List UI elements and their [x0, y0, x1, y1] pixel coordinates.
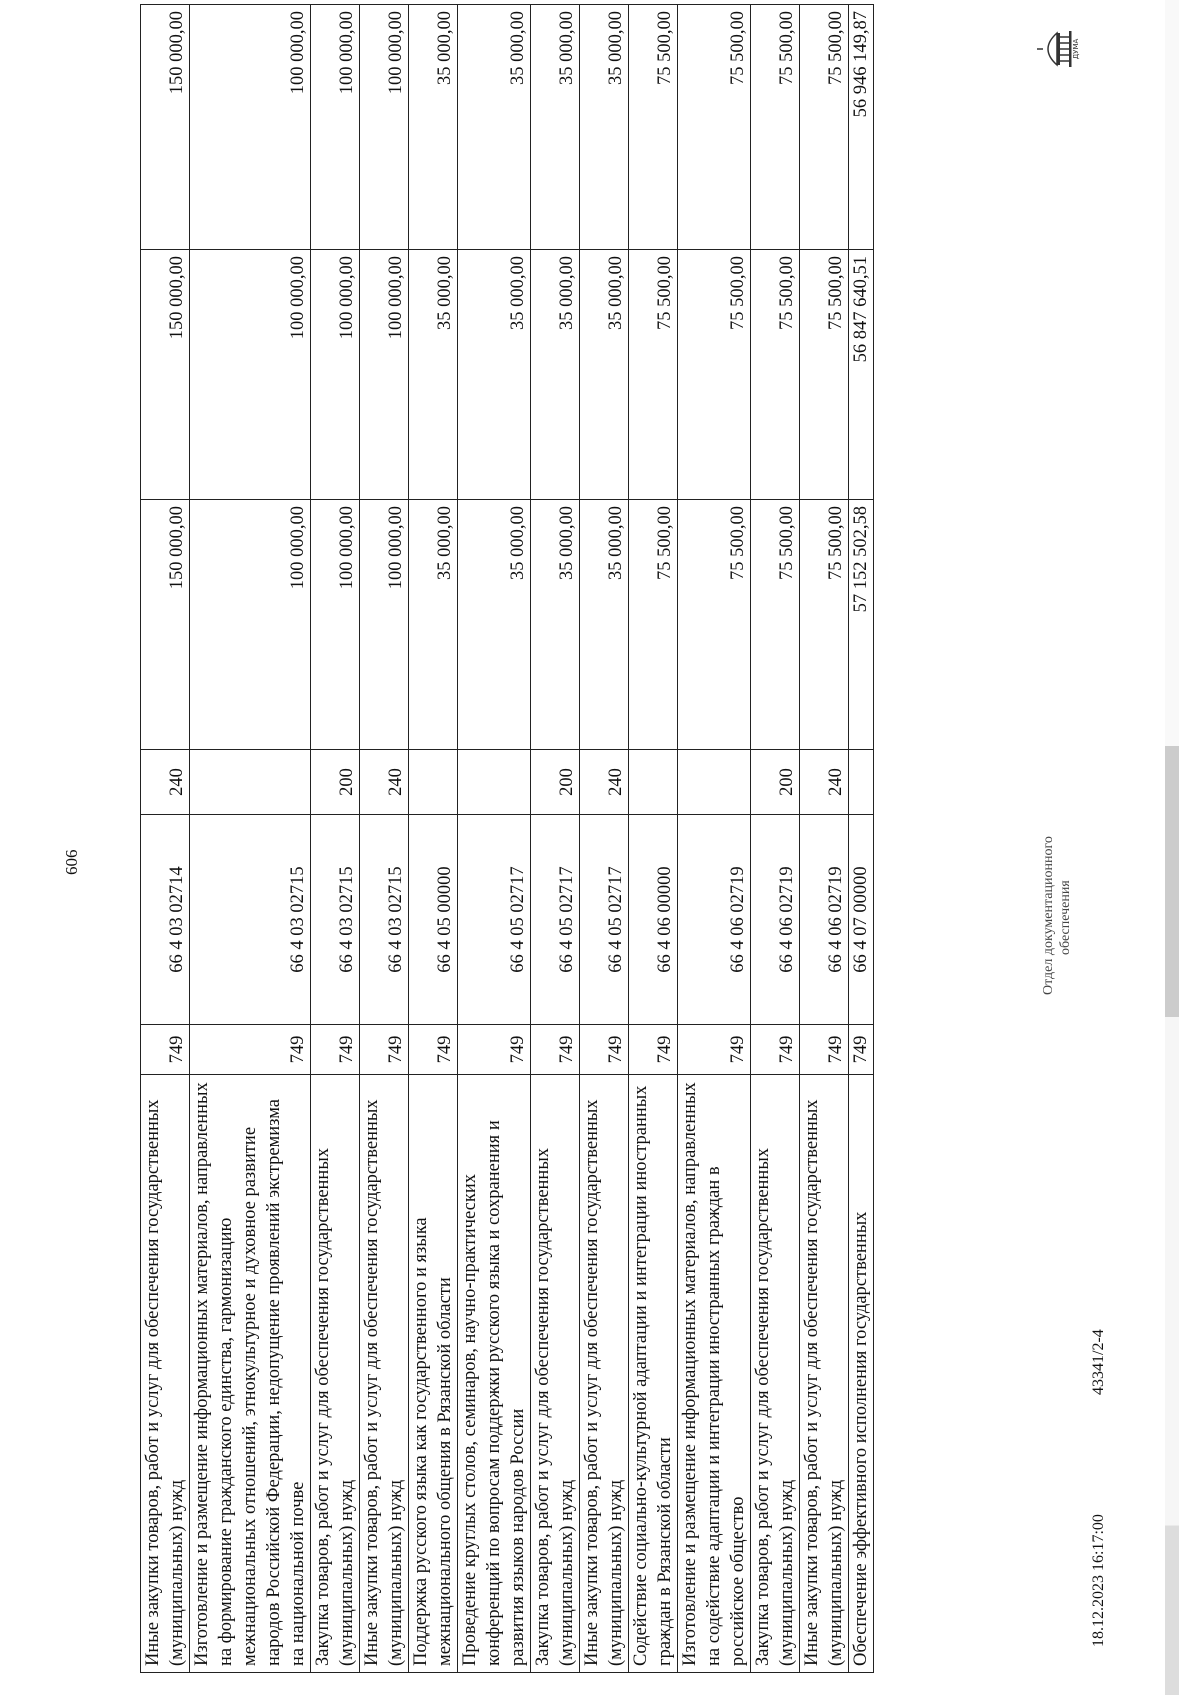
row-sum-2-cell: 100 000,00	[190, 250, 311, 500]
row-kvsr-cell: 749	[141, 1025, 190, 1075]
row-sum-2-cell: 75 500,00	[751, 250, 800, 500]
row-kvsr-cell: 749	[580, 1025, 629, 1075]
row-sum-2-cell: 35 000,00	[409, 250, 458, 500]
row-sum-3-cell: 35 000,00	[409, 5, 458, 250]
row-name-cell: Иные закупки товаров, работ и услуг для обеспечения государственных (муниципальных) нужд	[800, 1075, 849, 1673]
row-kvsr-cell: 749	[678, 1025, 751, 1075]
row-sum-1-cell: 100 000,00	[190, 500, 311, 750]
row-kvsr-cell: 749	[800, 1025, 849, 1075]
row-sum-3-cell: 35 000,00	[458, 5, 531, 250]
row-kcsr-cell: 66 4 06 02719	[800, 815, 849, 1025]
row-name-cell: Обеспечение эффективного исполнения государственных	[849, 1075, 874, 1673]
row-kcsr-cell: 66 4 03 02714	[141, 815, 190, 1025]
row-sum-1-cell: 35 000,00	[580, 500, 629, 750]
row-sum-1-cell: 150 000,00	[141, 500, 190, 750]
row-kvr-cell: 240	[360, 750, 409, 815]
row-sum-1-cell: 75 500,00	[751, 500, 800, 750]
row-kvr-cell: 240	[580, 750, 629, 815]
table-row	[849, 5, 874, 1673]
row-kvr-cell	[409, 750, 458, 815]
row-sum-1-cell: 75 500,00	[678, 500, 751, 750]
table-row	[580, 5, 629, 1673]
row-sum-3-cell: 75 500,00	[751, 5, 800, 250]
row-kvsr-cell: 749	[849, 1025, 874, 1075]
row-name-cell: Закупка товаров, работ и услуг для обеспечения государственных (муниципальных) нужд	[531, 1075, 580, 1673]
table-row	[678, 5, 751, 1673]
row-sum-1-cell: 100 000,00	[311, 500, 360, 750]
row-sum-2-cell: 100 000,00	[311, 250, 360, 500]
row-sum-2-cell: 35 000,00	[531, 250, 580, 500]
row-sum-2-cell: 150 000,00	[141, 250, 190, 500]
page-number: 606	[62, 849, 81, 875]
table-row	[629, 5, 678, 1673]
row-sum-1-cell: 100 000,00	[360, 500, 409, 750]
stamp-line-1: Отдел документационного	[1041, 836, 1056, 995]
duma-building-logo-icon	[1035, 29, 1079, 69]
table-row	[800, 5, 849, 1673]
table-row	[531, 5, 580, 1673]
row-kvr-cell	[678, 750, 751, 815]
registry-stamp	[1040, 836, 1074, 995]
row-name-cell: Поддержка русского языка как государственного и языка межнационального общения в Рязанской области	[409, 1075, 458, 1673]
row-kvr-cell	[458, 750, 531, 815]
row-kcsr-cell: 66 4 05 02717	[458, 815, 531, 1025]
row-sum-2-cell: 35 000,00	[458, 250, 531, 500]
row-sum-3-cell: 56 946 149,87	[849, 5, 874, 250]
row-kcsr-cell: 66 4 03 02715	[190, 815, 311, 1025]
row-kvsr-cell: 749	[629, 1025, 678, 1075]
row-kvsr-cell: 749	[360, 1025, 409, 1075]
row-sum-3-cell: 100 000,00	[190, 5, 311, 250]
row-kcsr-cell: 66 4 05 02717	[531, 815, 580, 1025]
row-sum-3-cell: 150 000,00	[141, 5, 190, 250]
row-sum-2-cell: 75 500,00	[678, 250, 751, 500]
row-kvr-cell: 240	[141, 750, 190, 815]
row-kcsr-cell: 66 4 06 00000	[629, 815, 678, 1025]
row-name-cell: Проведение круглых столов, семинаров, научно-практических конференций по вопросам поддержки русского языка и сохранения и развития языков народов России	[458, 1075, 531, 1673]
row-sum-2-cell: 75 500,00	[629, 250, 678, 500]
row-kcsr-cell: 66 4 06 02719	[751, 815, 800, 1025]
row-name-cell: Иные закупки товаров, работ и услуг для обеспечения государственных (муниципальных) нужд	[360, 1075, 409, 1673]
row-kcsr-cell: 66 4 05 00000	[409, 815, 458, 1025]
row-kvsr-cell: 749	[190, 1025, 311, 1075]
row-kvsr-cell: 749	[409, 1025, 458, 1075]
row-sum-3-cell: 35 000,00	[580, 5, 629, 250]
row-name-cell: Изготовление и размещение информационных материалов, направленных на формирование гражданского единства, гармонизацию межнациональных отношений, этнокультурное и духовное развитие народов Российской Федерации, недопущение проявлений экстремизма на национальной почве	[190, 1075, 311, 1673]
table-row	[751, 5, 800, 1673]
row-name-cell: Закупка товаров, работ и услуг для обеспечения государственных (муниципальных) нужд	[311, 1075, 360, 1673]
row-name-cell: Иные закупки товаров, работ и услуг для обеспечения государственных (муниципальных) нужд	[141, 1075, 190, 1673]
logo-text: ДУМА	[1072, 38, 1080, 60]
row-sum-2-cell: 100 000,00	[360, 250, 409, 500]
budget-table-body	[141, 5, 874, 1673]
row-sum-1-cell: 35 000,00	[458, 500, 531, 750]
table-row	[141, 5, 190, 1673]
row-name-cell: Изготовление и размещение информационных материалов, направленных на содействие адаптации и интеграции иностранных граждан в российское общество	[678, 1075, 751, 1673]
table-row	[458, 5, 531, 1673]
budget-table	[140, 4, 874, 1673]
row-kvsr-cell: 749	[458, 1025, 531, 1075]
row-name-cell: Иные закупки товаров, работ и услуг для обеспечения государственных (муниципальных) нужд	[580, 1075, 629, 1673]
row-name-cell: Содействие социально-культурной адаптации и интеграции иностранных граждан в Рязанской области	[629, 1075, 678, 1673]
stamp-line-2: обеспечения	[1058, 880, 1073, 955]
row-kcsr-cell: 66 4 03 02715	[311, 815, 360, 1025]
row-sum-1-cell: 57 152 502,58	[849, 500, 874, 750]
row-kvsr-cell: 749	[311, 1025, 360, 1075]
row-kvsr-cell: 749	[531, 1025, 580, 1075]
row-kvr-cell	[190, 750, 311, 815]
row-sum-2-cell: 35 000,00	[580, 250, 629, 500]
row-kvr-cell: 200	[311, 750, 360, 815]
row-sum-3-cell: 75 500,00	[678, 5, 751, 250]
row-kvr-cell	[629, 750, 678, 815]
row-sum-2-cell: 75 500,00	[800, 250, 849, 500]
table-row	[409, 5, 458, 1673]
row-sum-3-cell: 75 500,00	[800, 5, 849, 250]
row-sum-3-cell: 35 000,00	[531, 5, 580, 250]
row-kvsr-cell: 749	[751, 1025, 800, 1075]
row-name-cell: Закупка товаров, работ и услуг для обеспечения государственных (муниципальных) нужд	[751, 1075, 800, 1673]
row-sum-1-cell: 35 000,00	[409, 500, 458, 750]
table-row	[190, 5, 311, 1673]
footer-date: 18.12.2023 16:17:00	[1090, 1514, 1107, 1647]
row-kcsr-cell: 66 4 07 00000	[849, 815, 874, 1025]
row-kcsr-cell: 66 4 03 02715	[360, 815, 409, 1025]
row-kvr-cell	[849, 750, 874, 815]
scan-edge-artifact	[1165, 0, 1179, 1695]
table-row	[311, 5, 360, 1673]
footer-doc-code: 43341/2-4	[1090, 1329, 1107, 1395]
row-sum-1-cell: 75 500,00	[629, 500, 678, 750]
row-sum-3-cell: 100 000,00	[311, 5, 360, 250]
row-sum-2-cell: 56 847 640,51	[849, 250, 874, 500]
table-row	[360, 5, 409, 1673]
row-sum-3-cell: 75 500,00	[629, 5, 678, 250]
row-sum-1-cell: 75 500,00	[800, 500, 849, 750]
row-kvr-cell: 200	[751, 750, 800, 815]
row-kvr-cell: 240	[800, 750, 849, 815]
row-kvr-cell: 200	[531, 750, 580, 815]
row-kcsr-cell: 66 4 05 02717	[580, 815, 629, 1025]
row-sum-1-cell: 35 000,00	[531, 500, 580, 750]
row-sum-3-cell: 100 000,00	[360, 5, 409, 250]
row-kcsr-cell: 66 4 06 02719	[678, 815, 751, 1025]
